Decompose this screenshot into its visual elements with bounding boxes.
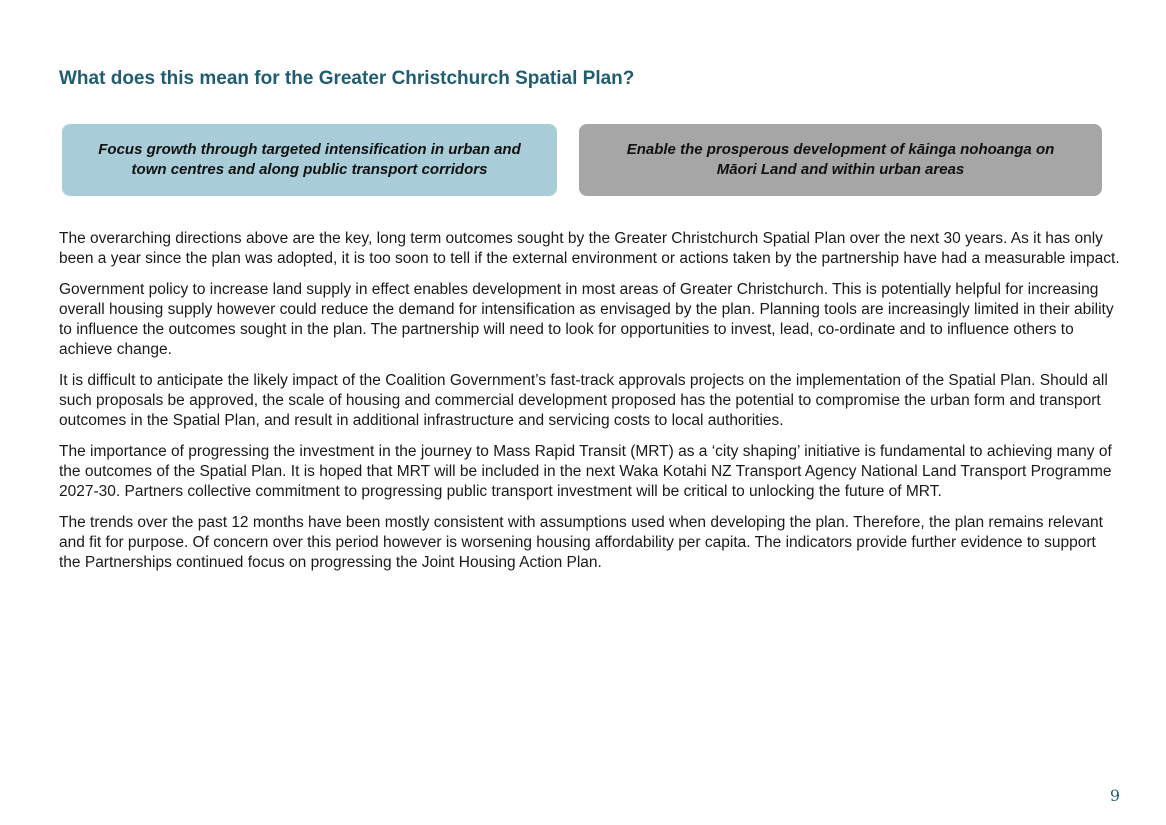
- paragraph-trends: The trends over the past 12 months have been mostly consistent with assumptions used when developing the plan. Therefore, the plan remains relevant and fit for purpose. Of concern over this period however is worsening housing affordability per capita. The indicators provide further evidence to support the Partnerships continued focus on progressing the Joint Housing Action Plan.: [59, 514, 1103, 571]
- paragraph-fast-track: It is difficult to anticipate the likely impact of the Coalition Government’s fast-track approvals projects on the implementation of the Spatial Plan. Should all such proposals be approved, the scale of housing and commercial development proposed has the potential to compromise the urban form and transport outcomes in the Spatial Plan, and result in additional infrastructure and servicing costs to local authorities.: [59, 372, 1108, 429]
- direction-box-kainga-nohoanga: [579, 124, 1102, 196]
- paragraph-mass-rapid-transit: The importance of progressing the investment in the journey to Mass Rapid Transit (MRT) as a ‘city shaping’ initiative is fundamental to achieving many of the outcomes of the Spatial Plan. It is hoped that MRT will be included in the next Waka Kotahi NZ Transport Agency National Land Transport Programme 2027-30. Partners collective commitment to progressing public transport investment will be critical to unlocking the future of MRT.: [59, 443, 1112, 500]
- section-heading: What does this mean for the Greater Christchurch Spatial Plan?: [59, 68, 635, 89]
- direction-box-intensification-text: Focus growth through targeted intensification in urban and town centres and along public transport corridors: [98, 141, 521, 178]
- direction-box-intensification: [62, 124, 557, 196]
- paragraph-government-policy: Government policy to increase land supply in effect enables development in most areas of Greater Christchurch. This is potentially helpful for increasing overall housing supply however could reduce the demand for intensification as envisaged by the plan. Planning tools are increasingly limited in their ability to influence the outcomes sought in the plan. The partnership will need to look for opportunities to invest, lead, co-ordinate and to influence others to achieve change.: [59, 281, 1114, 358]
- direction-box-kainga-nohoanga-text: Enable the prosperous development of kāinga nohoanga on Māori Land and within urban areas: [626, 141, 1055, 178]
- body-text: [59, 229, 1121, 584]
- paragraph-outcomes: The overarching directions above are the key, long term outcomes sought by the Greater Christchurch Spatial Plan over the next 30 years. As it has only been a year since the plan was adopted, it is too soon to tell if the external environment or actions taken by the partnership have had a measurable impact.: [59, 230, 1120, 267]
- page-number: 9: [1109, 786, 1120, 805]
